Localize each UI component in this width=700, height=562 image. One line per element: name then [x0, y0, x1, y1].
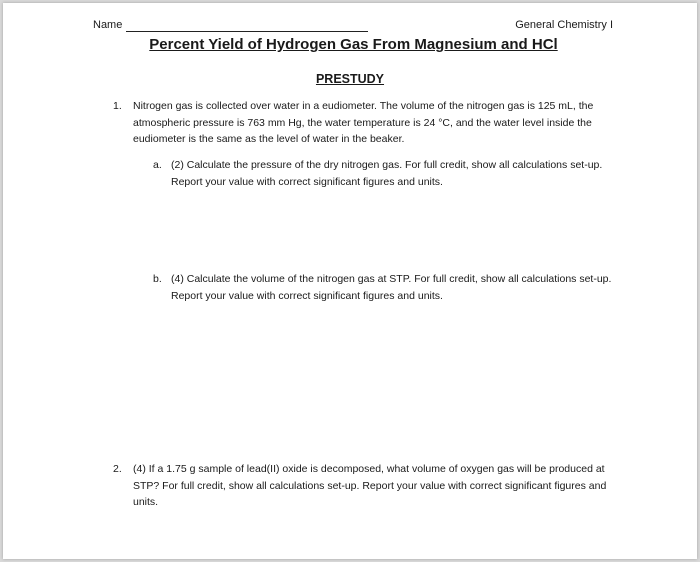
question-1a [153, 157, 613, 193]
question-text: Nitrogen gas is collected over water in a eudiometer. The volume of the nitrogen gas is 125 mL, the atmospheric pressure is 763 mm Hg, the water temperature is 24 °C, and the water level inside the eudiometer is the same as the level of water in the beaker. [133, 100, 594, 145]
header [93, 17, 613, 35]
question-1b [153, 271, 613, 307]
part-text: (4) Calculate the volume of the nitrogen gas at STP. For full credit, show all calculations set-up. Report your value with correct significant figures and units. [171, 273, 612, 302]
name-blank-line [126, 31, 368, 32]
question-2 [113, 461, 613, 513]
section-heading: PRESTUDY [315, 72, 385, 86]
course-name: General Chemistry I [515, 19, 613, 31]
page-title: Percent Yield of Hydrogen Gas From Magnesium and HCl [149, 36, 558, 53]
question-text: (4) If a 1.75 g sample of lead(II) oxide is decomposed, what volume of oxygen gas will be produced at STP? For full credit, show all calculations set-up. Report your value with correct significant figures and units. [133, 463, 607, 508]
name-label: Name [93, 19, 123, 31]
question-number: 1. [113, 100, 122, 112]
part-text: (2) Calculate the pressure of the dry nitrogen gas. For full credit, show all calculations set-up. Report your value with correct significant figures and units. [171, 159, 603, 188]
question-1 [113, 98, 613, 150]
worksheet-page [3, 3, 697, 559]
part-letter: a. [153, 159, 162, 171]
part-letter: b. [153, 273, 162, 285]
question-number: 2. [113, 463, 122, 475]
